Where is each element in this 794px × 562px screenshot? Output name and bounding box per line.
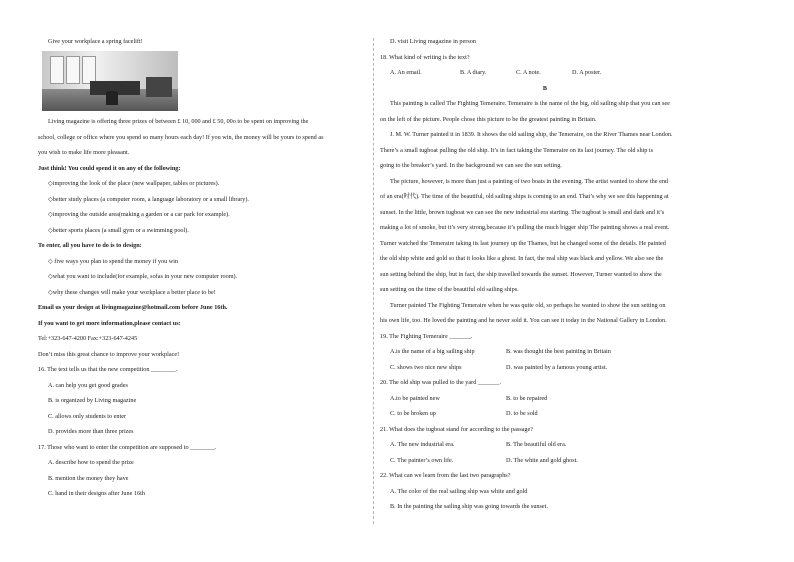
q21-option: C. The painter’s own life. bbox=[390, 456, 454, 464]
q20-option: C. to be broken up bbox=[390, 410, 436, 417]
q17-option: B. mention the money they have bbox=[48, 474, 129, 482]
passage-line: There’s a small tugboat pulling the old ship. It’s in fact taking the Temeraire on its last journey. The old ship is bbox=[380, 146, 654, 154]
q17-option: D. visit Living magazine in person bbox=[390, 38, 476, 45]
enter-item: ◇why these changes will make your workplace a better place to be! bbox=[48, 288, 216, 296]
q18-option: A. An email. bbox=[390, 69, 422, 76]
q19-options-row bbox=[380, 364, 710, 372]
q21-options-row bbox=[380, 441, 710, 449]
enter-item: ◇ five ways you plan to spend the money if you win bbox=[48, 257, 179, 265]
q18-option: D. A poster. bbox=[572, 69, 602, 76]
right-column bbox=[380, 38, 710, 511]
question-20: 20. The old ship was pulled to the yard _______. bbox=[380, 379, 502, 386]
q20-options-row bbox=[380, 410, 710, 418]
question-22: 22. What can we learn from the last two paragraphs? bbox=[380, 472, 511, 479]
q16-option: A. can help you get good grades bbox=[48, 381, 128, 389]
q16-option: B. is organized by Living magazine bbox=[48, 397, 137, 404]
passage-line: Turner watched the Temeraire taking its last journey up the Thames, but he changed some of the details. He painted bbox=[380, 239, 666, 247]
enter-item: ◇what you want to include(for example, sofas in your new computer room). bbox=[48, 273, 238, 280]
enter-heading: To enter, all you have to do is to design: bbox=[38, 242, 142, 249]
email-line: Email us your design at livingmagazine@hotmail.com before June 16th. bbox=[38, 304, 228, 311]
think-item: ◇better study places (a computer room, a language laboratory or a small library). bbox=[48, 195, 249, 203]
q22-option: A. The color of the real sailing ship was white and gold bbox=[390, 487, 528, 495]
q19-option: B. was thought the best painting in Britain bbox=[506, 348, 611, 355]
q19-option: A.is the name of a big sailing ship bbox=[390, 348, 475, 355]
think-item: ◇better sports places (a small gym or a swimming pool). bbox=[48, 226, 189, 234]
q17-option: C. hand in their designs after June 16th bbox=[48, 490, 145, 497]
q21-options-row bbox=[380, 457, 710, 465]
intro-line: Give your workplace a spring facelift! bbox=[48, 38, 143, 45]
q16-option: D. provides more than three prizes bbox=[48, 428, 134, 435]
passage-line: going to the breaker’s yard. In the background we can see the sun setting. bbox=[380, 162, 562, 169]
q17-option: A. describe how to spend the prize bbox=[48, 459, 134, 466]
q21-option: A. The new industrial era. bbox=[390, 441, 455, 448]
section-b-heading: B bbox=[542, 84, 548, 92]
passage-line: sun setting behind the ship, but in fact, the ship travelled towards the sunset. However, Turner wanted to show the bbox=[380, 270, 662, 278]
q21-option: B. The beautiful old era. bbox=[506, 441, 567, 448]
passage-line: Turner painted The Fighting Temeraire when he was quite old, so perhaps he wanted to show the sun setting on bbox=[390, 301, 666, 309]
passage-line: making a lot of smoke, but it’s very strong,because it’s pulling the much bigger ship The painting shows a real event. bbox=[380, 224, 670, 231]
passage-line: his own life, too. He loved the painting and he never sold it. You can see it today in the National Gallery in London. bbox=[380, 317, 667, 324]
passage-line: This painting is called The Fighting Temeraire. Temeraire is the name of the big, old sailing ship that you can see bbox=[390, 100, 670, 107]
paragraph-line: school, college or office where you spend so many hours each day! If you win, the money will be yours to spend as bbox=[38, 133, 324, 141]
q22-option: B. In the painting the sailing ship was going towards the sunset. bbox=[390, 503, 548, 510]
question-19: 19. The Fighting Temeraire _______. bbox=[380, 332, 473, 340]
q20-options-row bbox=[380, 395, 710, 403]
question-16: 16. The text tells us that the new competition ________. bbox=[38, 366, 178, 373]
passage-line: of an era(时代). The time of the beautiful, old sailing ships is coming to an end. That’s why we see this happening at bbox=[380, 193, 669, 200]
q20-option: A.to be painted new bbox=[390, 394, 440, 402]
q19-option: D. was painted by a famous young artist. bbox=[506, 363, 608, 371]
passage-line: sunset. In the little, brown tugboat we can see the new industrial era starting. The tugboat is small and dark and it’s bbox=[380, 208, 665, 216]
q21-option: D. The white and gold ghost. bbox=[506, 456, 578, 464]
passage-line: The picture, however, is more than just a painting of two boats in the evening. The artist wanted to show the end bbox=[390, 177, 669, 185]
question-18: 18. What kind of writing is the text? bbox=[380, 53, 470, 61]
office-photo bbox=[42, 51, 178, 111]
question-17: 17. Those who want to enter the competition are supposed to ________. bbox=[38, 443, 217, 451]
dont-miss-line: Don’t miss this great chance to improve your workplace! bbox=[38, 350, 180, 358]
think-item: ◇improving the look of the place (new wallpaper, tables or pictures). bbox=[48, 180, 220, 187]
q20-option: B. to be repaired bbox=[506, 394, 548, 402]
paragraph-line: Living magazine is offering three prizes of between £ 10, 000 and £ 50, 00o to be spent on improving the bbox=[48, 118, 309, 125]
q16-option: C. allows only students to enter bbox=[48, 412, 127, 420]
q19-options-row bbox=[380, 348, 710, 356]
paragraph-line: you wish to make life more pleasant. bbox=[38, 149, 130, 156]
left-column bbox=[38, 38, 358, 498]
column-divider bbox=[373, 38, 374, 524]
q18-options bbox=[380, 69, 710, 77]
passage-line: the old ship white and gold so that it looks like a ghost. In fact, the real ship was black and yellow. We also see the bbox=[380, 255, 664, 262]
q20-option: D. to be sold bbox=[506, 410, 538, 417]
q18-option: C. A note. bbox=[516, 69, 541, 76]
passage-line: J. M. W. Turner painted it in 1839. It shows the old sailing ship, the Temeraire, on the River Thames near London. bbox=[390, 131, 673, 138]
think-item: ◇improving the outside area(making a garden or a car park for example). bbox=[48, 211, 230, 218]
q18-option: B. A diary. bbox=[460, 69, 487, 76]
more-info-line: If you want to get more information,please contact us: bbox=[38, 319, 181, 327]
think-heading: Just think! You could spend it on any of the following: bbox=[38, 164, 181, 172]
question-21: 21. What does the tugboat stand for according to the passage? bbox=[380, 425, 533, 433]
passage-line: sun setting on the time of the beautiful old sailing ships. bbox=[380, 286, 519, 293]
passage-line: on the left of the picture. People chose this picture to be the greatest painting in Britain. bbox=[380, 115, 597, 123]
contact-line: Tel:+323-647-4200 Fax:+323-647-4245 bbox=[38, 335, 138, 342]
q19-option: C. shows two nice new ships bbox=[390, 363, 462, 371]
